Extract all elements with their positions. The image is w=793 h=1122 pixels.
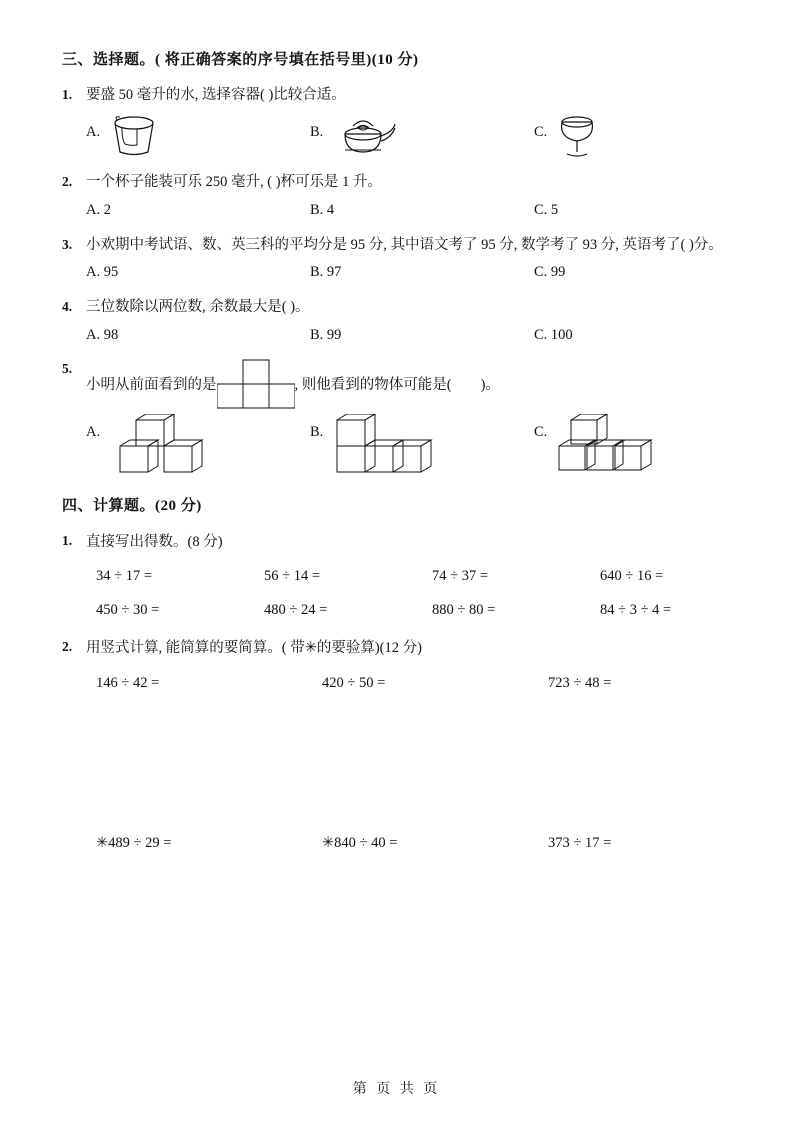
- option-c[interactable]: C. 100: [534, 326, 573, 343]
- question-text: 小欢期中考试语、数、英三科的平均分是 95 分, 其中语文考了 95 分, 数学考了 93 分, 英语考了( )分。: [86, 236, 723, 253]
- option-b[interactable]: B. 97: [310, 264, 342, 281]
- question-text-before: 小明从前面看到的是: [86, 377, 217, 393]
- option-label: C.: [534, 124, 548, 141]
- option-a[interactable]: A. 95: [86, 264, 119, 281]
- page-footer: 第 页 共 页: [352, 1082, 441, 1097]
- question-number: 3.: [62, 236, 73, 252]
- calc-row: [62, 828, 734, 858]
- option-b[interactable]: B. 4: [310, 201, 335, 218]
- question-4-1: [62, 529, 734, 555]
- bucket-icon: [106, 114, 162, 158]
- calc-item: 373 ÷ 17 =: [548, 835, 612, 851]
- option-a[interactable]: [86, 114, 310, 158]
- calc-row: [62, 595, 734, 625]
- goblet-icon: [553, 114, 601, 160]
- option-label: C.: [534, 423, 548, 440]
- question-3-4-options: [62, 327, 734, 344]
- calc-item: 146 ÷ 42 =: [96, 674, 160, 691]
- question-text: 要盛 50 毫升的水, 选择容器( )比较合适。: [86, 87, 346, 103]
- calc-row: [62, 668, 734, 698]
- question-number: 4.: [62, 299, 73, 315]
- option-label: B.: [310, 423, 324, 440]
- question-number: 2.: [62, 174, 73, 190]
- question-3-1: [62, 83, 734, 108]
- question-3-1-options: [62, 114, 734, 160]
- calc-item: 480 ÷ 24 =: [264, 602, 328, 619]
- calc-item: 723 ÷ 48 =: [548, 674, 612, 691]
- calc-item: 56 ÷ 14 =: [264, 567, 321, 584]
- calc-item: 450 ÷ 30 =: [96, 602, 160, 619]
- question-3-3: [62, 233, 734, 258]
- question-text: 直接写出得数。(8 分): [86, 533, 223, 550]
- option-c[interactable]: C. 5: [534, 201, 559, 218]
- option-a[interactable]: A. 98: [86, 326, 119, 343]
- option-a[interactable]: A. 2: [86, 201, 111, 218]
- work-space-area: [62, 702, 734, 828]
- cube-solid-c-icon: [553, 414, 673, 476]
- calc-item: 420 ÷ 50 =: [322, 674, 386, 691]
- section-heading-choice: 三、选择题。( 将正确答案的序号填在括号里)(10 分): [62, 52, 419, 68]
- question-text-after: , 则他看到的物体可能是( )。: [294, 377, 500, 393]
- calc-item: 880 ÷ 80 =: [432, 602, 496, 619]
- calc-item: 74 ÷ 37 =: [432, 567, 489, 584]
- question-text: 用竖式计算, 能简算的要简算。( 带✳的要验算)(12 分): [86, 640, 422, 657]
- question-3-4: [62, 295, 734, 320]
- option-label: B.: [310, 124, 324, 141]
- question-3-3-options: [62, 264, 734, 281]
- option-c[interactable]: C. 99: [534, 264, 566, 281]
- option-label: A.: [86, 124, 101, 141]
- question-3-2: [62, 170, 734, 195]
- section-heading-calculation: 四、计算题。(20 分): [62, 497, 202, 514]
- option-b[interactable]: [310, 114, 534, 160]
- question-number: 1.: [62, 87, 73, 102]
- question-3-2-options: [62, 202, 734, 219]
- option-c[interactable]: [534, 114, 758, 160]
- calc-item: ✳840 ÷ 40 =: [322, 835, 398, 851]
- question-number: 2.: [62, 639, 73, 655]
- question-3-5-options: [62, 414, 734, 476]
- question-number: 1.: [62, 532, 73, 548]
- question-4-2: [62, 635, 734, 661]
- cube-solid-b-icon: [329, 414, 459, 476]
- page-content: [62, 48, 734, 862]
- calc-row: [62, 561, 734, 591]
- option-b[interactable]: B. 99: [310, 326, 342, 343]
- calc-item: 84 ÷ 3 ÷ 4 =: [600, 602, 672, 619]
- question-text: 三位数除以两位数, 余数最大是( )。: [86, 299, 310, 316]
- question-text: 一个杯子能装可乐 250 毫升, ( )杯可乐是 1 升。: [86, 174, 383, 191]
- option-b[interactable]: [310, 414, 534, 476]
- front-view-shape-icon: [217, 358, 295, 410]
- cube-solid-a-icon: [106, 414, 226, 476]
- option-c[interactable]: [534, 414, 758, 476]
- teapot-icon: [329, 114, 401, 160]
- calc-item: 34 ÷ 17 =: [96, 567, 153, 584]
- option-a[interactable]: [86, 414, 310, 476]
- calc-item: ✳489 ÷ 29 =: [96, 835, 172, 851]
- question-number: 5.: [62, 360, 73, 376]
- question-3-5: [62, 358, 734, 410]
- option-label: A.: [86, 423, 101, 440]
- calc-item: 640 ÷ 16 =: [600, 567, 664, 584]
